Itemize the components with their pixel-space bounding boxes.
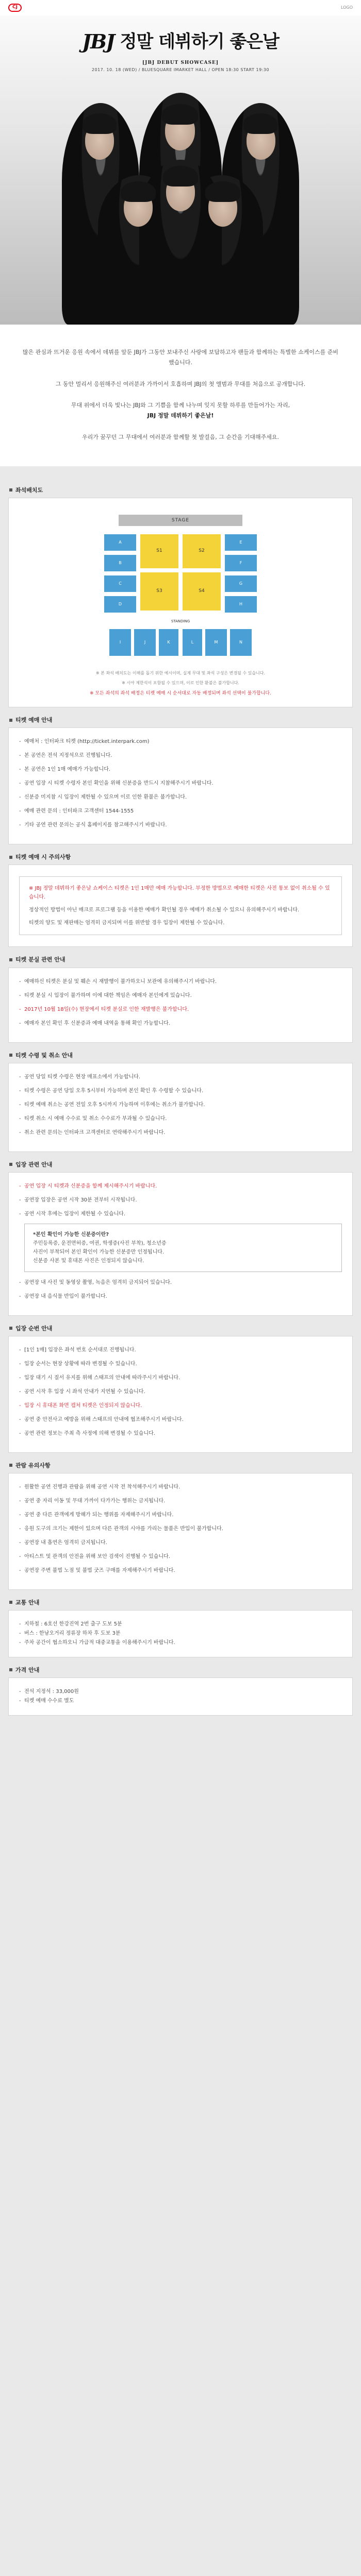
intro-paragraph: 그 동안 멀리서 응원해주신 여러분과 가까이서 호흡하며 JBJ의 첫 앨범과 무대를 처음으로 공개합니다. bbox=[55, 380, 306, 387]
list-item: - 티켓 분실 시 입장이 불가하며 이에 대한 책임은 예매자 본인에게 있습니다. bbox=[19, 991, 342, 1000]
lost-box bbox=[8, 968, 353, 1043]
list-item: - 공연장 내 사진 및 동영상 촬영, 녹음은 엄격히 금지되어 있습니다. bbox=[19, 1278, 342, 1287]
section-heading-text: 티켓 수령 및 취소 안내 bbox=[15, 1052, 73, 1059]
bullet-icon bbox=[9, 719, 12, 722]
bullet-icon bbox=[9, 1464, 12, 1467]
list-item: - 공연 시작 후 입장 시 좌석 안내가 지연될 수 있습니다. bbox=[19, 1387, 342, 1396]
section-heading bbox=[9, 1666, 353, 1674]
caution-inner-box bbox=[19, 876, 342, 935]
list-item: - 예매처 : 인터파크 티켓 (http://ticket.interpark.com) bbox=[19, 737, 342, 746]
member-hair bbox=[121, 181, 156, 202]
zone-bottom: M bbox=[204, 628, 228, 657]
section-heading bbox=[9, 1324, 353, 1333]
list-item: - 본 공연은 전석 지정석으로 진행됩니다. bbox=[19, 751, 342, 760]
list-item: - 공연장 내 음식물 반입이 불가합니다. bbox=[19, 1292, 342, 1301]
list-item: - [1인 1매] 입장은 좌석 번호 순서대로 진행됩니다. bbox=[19, 1346, 342, 1354]
section-heading-text: 교통 안내 bbox=[15, 1599, 40, 1606]
id-info-line: 주민등록증, 운전면허증, 여권, 학생증(사진 부착), 청소년증 bbox=[33, 1240, 167, 1246]
list-item: - 공연 관련 정보는 주최 측 사정에 의해 변경될 수 있습니다. bbox=[19, 1429, 342, 1438]
caution-box bbox=[8, 865, 353, 947]
caution-red-text: ※ JBJ 정말 데뷔하기 좋은날 쇼케이스 티켓은 1인 1매만 예매 가능합니다. 부정한 방법으로 예매한 티켓은 사전 통보 없이 취소될 수 있습니다. bbox=[29, 886, 330, 901]
list-item: - 입장 순서는 현장 상황에 따라 변경될 수 있습니다. bbox=[19, 1360, 342, 1368]
seat-note: ※ 본 좌석 배치도는 이해를 돕기 위한 예시이며, 실제 무대 및 좌석 구성은 변경될 수 있습니다. bbox=[95, 670, 266, 675]
list-item: - 2017년 10월 18일(수) 현장에서 티켓 분실로 인한 재발행은 불가합니다. bbox=[19, 1005, 342, 1014]
hero-title bbox=[0, 27, 361, 57]
intro-paragraph: 많은 관심과 뜨거운 응원 속에서 데뷔를 앞둔 JBJ가 그동안 보내주신 사랑에 보답하고자 팬들과 함께하는 특별한 쇼케이스를 준비했습니다. bbox=[23, 349, 338, 366]
zone-side: C bbox=[103, 574, 137, 593]
member-hair bbox=[163, 166, 198, 187]
zone-s3: S3 bbox=[139, 571, 179, 612]
list-item: - 공연 입장 시 티켓 수령자 본인 확인을 위해 신분증을 반드시 지참해주시기 바랍니다. bbox=[19, 779, 342, 788]
seat-map bbox=[72, 513, 289, 667]
zone-bottom: I bbox=[108, 628, 132, 657]
id-info-box bbox=[24, 1224, 342, 1272]
id-info-line: 신분증 사본 및 휴대폰 사진은 인정되지 않습니다. bbox=[33, 1258, 144, 1264]
list-item: - 원활한 공연 진행과 관람을 위해 공연 시작 전 착석해주시기 바랍니다. bbox=[19, 1483, 342, 1492]
list-item: - 아티스트 및 관객의 안전을 위해 보안 검색이 진행될 수 있습니다. bbox=[19, 1552, 342, 1561]
section-heading bbox=[9, 853, 353, 861]
stage-label: STAGE bbox=[119, 515, 242, 526]
jbj-logo: JBJ bbox=[82, 30, 114, 53]
zone-bottom: K bbox=[158, 628, 179, 657]
section-heading-text: 티켓 분실 관련 안내 bbox=[15, 956, 65, 963]
transport-line: - 주차 공간이 협소하오니 가급적 대중교통을 이용해주시기 바랍니다. bbox=[19, 1638, 342, 1648]
intro-text: 무대 위에서 더욱 빛나는 JBJ와 그 기쁨을 함께 나누며 잊지 못할 하루를 만들어가는 자리, bbox=[71, 402, 290, 409]
zone-side: G bbox=[224, 574, 258, 593]
section-heading bbox=[9, 486, 353, 495]
member-hair bbox=[162, 104, 198, 125]
list-item: - 티켓 취소 시 예매 수수료 및 취소 수수료가 부과될 수 있습니다. bbox=[19, 1114, 342, 1123]
list-item: - 공연 입장 시 티켓과 신분증을 함께 제시해주시기 바랍니다. bbox=[19, 1182, 342, 1191]
price-box bbox=[8, 1677, 353, 1716]
members-photo bbox=[0, 82, 361, 325]
member-hair bbox=[243, 113, 277, 134]
list-item: - 공연 중 다른 관객에게 방해가 되는 행위를 자제해주시기 바랍니다. bbox=[19, 1511, 342, 1519]
zone-side: B bbox=[103, 554, 137, 572]
list-item: - 예매자 본인 확인 후 신분증과 예매 내역을 통해 확인 가능합니다. bbox=[19, 1019, 342, 1028]
zone-bottom: J bbox=[133, 628, 157, 657]
info-section bbox=[0, 466, 361, 1731]
member-hair bbox=[83, 113, 117, 134]
zone-s4: S4 bbox=[182, 571, 222, 612]
transport-line: - 지하철 : 6호선 한강진역 2번 출구 도보 5분 bbox=[19, 1620, 342, 1629]
bullet-icon bbox=[9, 1327, 12, 1330]
list-item: - 공연장 내 흡연은 엄격히 금지됩니다. bbox=[19, 1538, 342, 1547]
zone-side: D bbox=[103, 595, 137, 614]
section-heading-text: 입장 관련 안내 bbox=[15, 1161, 53, 1168]
section-heading-text: 입장 순번 안내 bbox=[15, 1325, 53, 1332]
zone-side: F bbox=[224, 554, 258, 572]
section-heading-text: 관람 유의사항 bbox=[15, 1462, 51, 1469]
list-item: - 티켓 예매 취소는 공연 전일 오후 5시까지 가능하며 이후에는 취소가 불가합니다. bbox=[19, 1100, 342, 1109]
hero-subtitle: [JBJ DEBUT SHOWCASE] bbox=[142, 60, 219, 65]
list-item: - 공연 중 자리 이동 및 무대 가까이 다가가는 행위는 금지됩니다. bbox=[19, 1497, 342, 1505]
zone-s1: S1 bbox=[139, 533, 179, 569]
id-info-title: *본인 확인이 가능한 신분증이란? bbox=[33, 1231, 109, 1238]
section-heading-text: 티켓 예매 시 주의사항 bbox=[15, 854, 71, 861]
list-item: - 공연 당일 티켓 수령은 현장 매표소에서 가능합니다. bbox=[19, 1073, 342, 1081]
refund-box bbox=[8, 1063, 353, 1152]
list-item: - 공연 중 안전사고 예방을 위해 스태프의 안내에 협조해주시기 바랍니다. bbox=[19, 1415, 342, 1424]
seat-note-red: ※ 모든 좌석의 좌석 배정은 티켓 예매 시 순서대로 자동 배정되며 좌석 선택이 불가합니다. bbox=[90, 691, 271, 697]
list-item: - 예매 관련 문의 : 인터파크 고객센터 1544-1555 bbox=[19, 807, 342, 816]
section-heading bbox=[9, 1461, 353, 1470]
list-item: - 티켓 수령은 공연 당일 오후 5시부터 가능하며 본인 확인 후 수령할 수 있습니다. bbox=[19, 1087, 342, 1095]
caution-text: 티켓의 양도 및 재판매는 엄격히 금지되며 이를 위반할 경우 입장이 제한될 수 있습니다. bbox=[29, 920, 225, 926]
section-heading-text: 가격 안내 bbox=[15, 1666, 40, 1673]
section-heading bbox=[9, 1160, 353, 1169]
bullet-icon bbox=[9, 1601, 12, 1604]
bullet-icon bbox=[9, 488, 12, 492]
ticket-box bbox=[8, 727, 353, 844]
seat-map-box bbox=[8, 498, 353, 708]
list-item: - 본 공연은 1인 1매 예매가 가능합니다. bbox=[19, 765, 342, 774]
bullet-icon bbox=[9, 1054, 12, 1057]
hero-banner bbox=[0, 15, 361, 325]
list-item: - 신분증 미지참 시 입장이 제한될 수 있으며 이로 인한 환불은 불가합니다. bbox=[19, 793, 342, 802]
list-item: - 취소 관련 문의는 인터파크 고객센터로 연락해주시기 바랍니다. bbox=[19, 1128, 342, 1137]
bullet-icon bbox=[9, 1668, 12, 1671]
zone-bottom: L bbox=[182, 628, 203, 657]
transport-box bbox=[8, 1610, 353, 1657]
seat-note: ※ 시야 제한석이 포함될 수 있으며, 이로 인한 환불은 불가합니다. bbox=[122, 680, 239, 685]
list-item: - 공연 시작 후에는 입장이 제한될 수 있습니다. bbox=[19, 1210, 342, 1218]
list-item: - 기타 공연 관련 문의는 공식 홈페이지를 참고해주시기 바랍니다. bbox=[19, 821, 342, 829]
intro-highlight: JBJ 정말 데뷔하기 좋은날! bbox=[147, 412, 214, 419]
intro-paragraph: 우리가 꿈꾸던 그 무대에서 여러분과 함께할 첫 발걸음, 그 순간을 기대해주세요. bbox=[82, 433, 279, 440]
hero-main-title: 정말 데뷔하기 좋은날 bbox=[120, 31, 279, 53]
section-heading bbox=[9, 1051, 353, 1060]
zone-side: A bbox=[103, 533, 137, 552]
intro-section bbox=[0, 325, 361, 466]
zone-side: H bbox=[224, 595, 258, 614]
list-item: - 입장 시 휴대폰 화면 캡처 티켓은 인정되지 않습니다. bbox=[19, 1401, 342, 1410]
id-info-line: 사진이 부착되어 본인 확인이 가능한 신분증만 인정됩니다. bbox=[33, 1249, 165, 1255]
section-heading bbox=[9, 716, 353, 724]
hero-date-line: 2017. 10. 18 (WED) / BLUESQUARE IMARKET HALL / OPEN 18:30 START 19:30 bbox=[91, 67, 270, 72]
bullet-icon bbox=[9, 856, 12, 859]
list-item: - 공연장 입장은 공연 시작 30분 전부터 시작됩니다. bbox=[19, 1196, 342, 1205]
intro-paragraph bbox=[21, 400, 340, 421]
list-item: - 입장 대기 시 질서 유지를 위해 스태프의 안내에 따라주시기 바랍니다. bbox=[19, 1374, 342, 1382]
zone-bottom: N bbox=[229, 628, 253, 657]
hero-subtitle-block bbox=[0, 60, 361, 73]
section-heading bbox=[9, 955, 353, 964]
entry-box bbox=[8, 1172, 353, 1316]
bullet-icon bbox=[9, 1163, 12, 1166]
member-hair bbox=[205, 181, 240, 202]
section-heading-text: 좌석배치도 bbox=[15, 486, 43, 494]
brand-logo: CJ bbox=[8, 4, 22, 12]
top-bar bbox=[0, 0, 361, 15]
corner-logo: LOGO bbox=[341, 5, 353, 10]
price-line: - 티켓 예매 수수료 별도 bbox=[19, 1697, 342, 1706]
section-heading-text: 티켓 예매 안내 bbox=[15, 717, 53, 724]
list-item: - 예매하신 티켓은 분실 및 훼손 시 재발행이 불가하오니 보관에 유의해주시기 바랍니다. bbox=[19, 977, 342, 986]
price-line: - 전석 지정석 : 33,000원 bbox=[19, 1687, 342, 1697]
rules-box bbox=[8, 1473, 353, 1590]
transport-line: - 버스 : 한남오거리 정류장 하차 후 도보 3분 bbox=[19, 1629, 342, 1638]
section-heading bbox=[9, 1598, 353, 1607]
list-item: - 공연장 주변 불법 노점 및 불법 굿즈 구매를 자제해주시기 바랍니다. bbox=[19, 1566, 342, 1575]
zone-s2: S2 bbox=[182, 533, 222, 569]
list-item: - 응원 도구의 크기는 제한이 있으며 다른 관객의 시야를 가리는 물품은 반입이 불가합니다. bbox=[19, 1524, 342, 1533]
standing-label: STANDING bbox=[171, 619, 190, 623]
bullet-icon bbox=[9, 958, 12, 961]
zone-side: E bbox=[224, 533, 258, 552]
caution-text: 정상적인 방법이 아닌 매크로 프로그램 등을 이용한 예매가 확인될 경우 예매가 취소될 수 있으니 유의해주시기 바랍니다. bbox=[29, 907, 300, 913]
entry-order-box bbox=[8, 1336, 353, 1453]
